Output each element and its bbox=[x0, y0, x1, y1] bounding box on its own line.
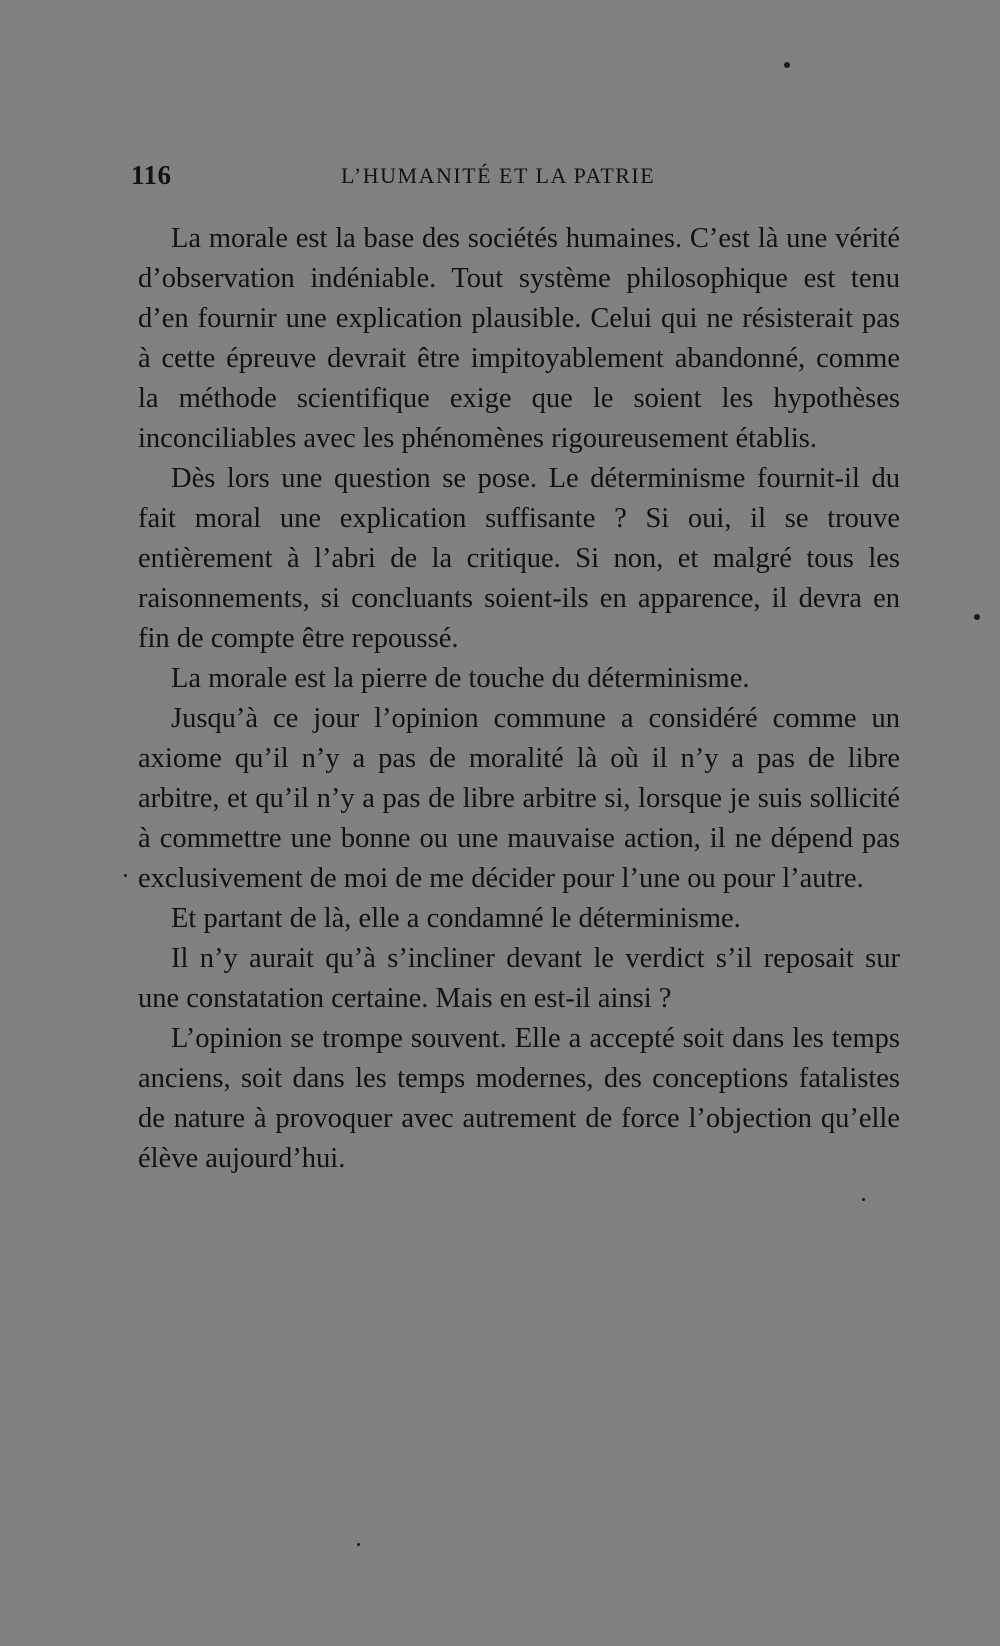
scan-speck bbox=[974, 614, 980, 620]
scan-speck bbox=[357, 1543, 360, 1546]
paragraph-3: La morale est la pierre de touche du déterminisme. bbox=[171, 663, 750, 694]
body-text bbox=[138, 219, 900, 1179]
scan-speck bbox=[124, 874, 127, 877]
paragraph-5: Et partant de là, elle a condamné le déterminisme. bbox=[171, 903, 741, 934]
scan-speck bbox=[862, 1198, 865, 1201]
page-number: 116 bbox=[131, 160, 172, 190]
running-title: L’HUMANITÉ ET LA PATRIE bbox=[341, 163, 656, 188]
scan-speck bbox=[784, 62, 790, 68]
paragraph-4: Jusqu’à ce jour l’opinion commune a considéré comme un axiome qu’il n’y a pas de moralité là où il n’y a pas de libre arbitre, et qu’il n’y a pas de libre arbitre si, lorsque je suis sollicité à commettre une bonne ou une mauvaise action, il ne dépend pas exclusivement de moi de me décider pour l’une ou pour l’autre. bbox=[138, 703, 900, 894]
paragraph-6: Il n’y aurait qu’à s’incliner devant le verdict s’il reposait sur une constatation certaine. Mais en est-il ainsi ? bbox=[138, 943, 900, 1014]
paragraph-1: La morale est la base des sociétés humaines. C’est là une vérité d’observation indéniable. Tout système philosophique est tenu d’en fournir une explication plausible. Celui qui ne résisterait pas à cette épreuve devrait être impitoyablement abandonné, comme la méthode scientifique exige que le soient les hypothèses inconciliables avec les phénomènes rigoureusement établis. bbox=[138, 223, 900, 454]
running-head bbox=[131, 160, 899, 200]
paragraph-7: L’opinion se trompe souvent. Elle a accepté soit dans les temps anciens, soit dans les temps modernes, des conceptions fatalistes de nature à provoquer avec autrement de force l’objection qu’elle élève aujourd’hui. bbox=[138, 1023, 900, 1174]
paragraph-2: Dès lors une question se pose. Le déterminisme fournit-il du fait moral une explication suffisante ? Si oui, il se trouve entièrement à l’abri de la critique. Si non, et malgré tous les raisonnements, si concluants soient-ils en apparence, il devra en fin de compte être repoussé. bbox=[138, 463, 900, 654]
